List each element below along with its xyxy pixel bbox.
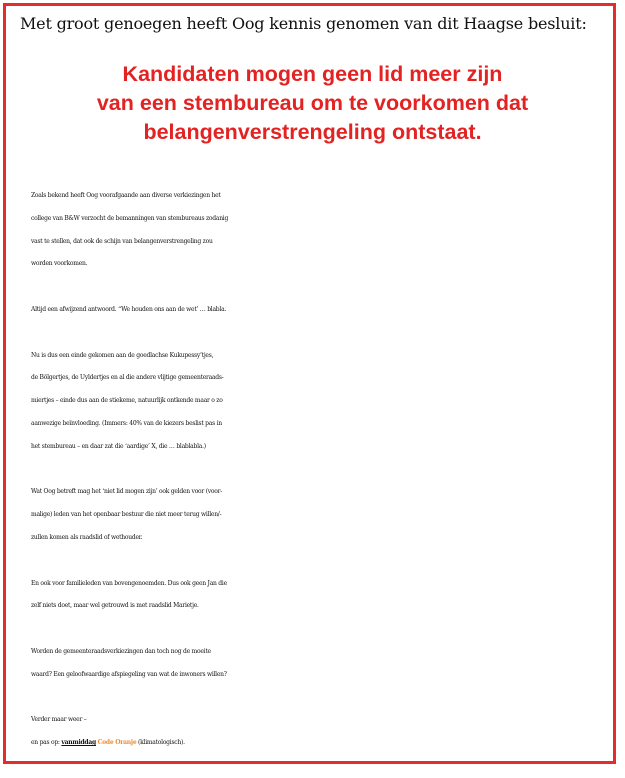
text-line: Wat Oog betreft mag het ‘niet lid mogen zijn’ ook gelden voor (voor- — [31, 488, 223, 496]
paragraph-question — [31, 641, 611, 687]
text-line: Zoals bekend heeft Oog voorafgaande aan diverse verkiezingen het — [31, 192, 221, 199]
paragraph-former-members — [31, 481, 611, 549]
headline-line: van een stembureau om te voorkomen dat — [96, 91, 529, 115]
headline — [30, 60, 595, 147]
text-line: zullen komen als raadslid of wethouder. — [31, 533, 143, 541]
paragraph-family — [31, 573, 611, 619]
text-line: waard? Een geloofwaardige afspiegeling van wat de inwoners willen? — [31, 670, 227, 678]
text-line: aanwezige beïnvloeding. (Immers: 40% van de kiezers beslist pas in — [31, 419, 222, 427]
text-line: Nu is dus een einde gekomen aan de goedlachse Kukupessy’tjes, — [31, 351, 214, 359]
text-line: het stembureau – en daar zat die ‘aardige’ X, die … blablabla.) — [31, 442, 206, 450]
text-line: zelf niets doet, maar wel getrouwd is met raadslid Marietje. — [31, 602, 199, 610]
headline-line: Kandidaten mogen geen lid meer zijn — [122, 62, 503, 86]
text-line — [31, 732, 611, 755]
paragraph-ending — [31, 345, 611, 459]
text-line: worden voorkomen. — [31, 260, 88, 268]
vanmiddag-link[interactable]: vanmiddag — [61, 739, 96, 747]
code-oranje-text: Code Oranje — [97, 739, 137, 747]
text-line: miertjes – einde dus aan de stiekeme, natuurlijk ontkende maar o zo — [31, 397, 223, 405]
paragraph-closing — [31, 709, 611, 755]
article-body — [31, 185, 611, 778]
closing-prefix: en pas op: — [31, 739, 62, 747]
paragraph-request — [31, 185, 611, 276]
text-line: de Bölgertjes, de Uyldertjes en al die andere vlijtige gemeenteraads- — [31, 374, 224, 382]
text-line: Altijd een afwijzend antwoord. “We houden ons aan de wet’ … blabla. — [31, 305, 227, 313]
text-line: En ook voor familieleden van bovengenoemden. Dus ook geen Jan die — [31, 579, 227, 587]
intro-text: Met groot genoegen heeft Oog kennis genomen van dit Haagse besluit: — [20, 14, 587, 33]
text-line: vast te stellen, dat ook de schijn van belangenverstrengeling zou — [31, 237, 213, 245]
closing-suffix: (klimatologisch). — [136, 739, 185, 747]
text-line: Worden de gemeenteraadsverkiezingen dan toch nog de moeite — [31, 647, 211, 655]
headline-line: belangenverstrengeling ontstaat. — [143, 120, 482, 144]
paragraph-answer — [31, 299, 611, 322]
text-line: Verder maar weer – — [31, 716, 87, 724]
text-line: malige) leden van het openbaar bestuur die niet meer terug willen/- — [31, 511, 222, 519]
text-line: college van B&W verzocht de bemanningen van stembureaus zodanig — [31, 214, 229, 222]
